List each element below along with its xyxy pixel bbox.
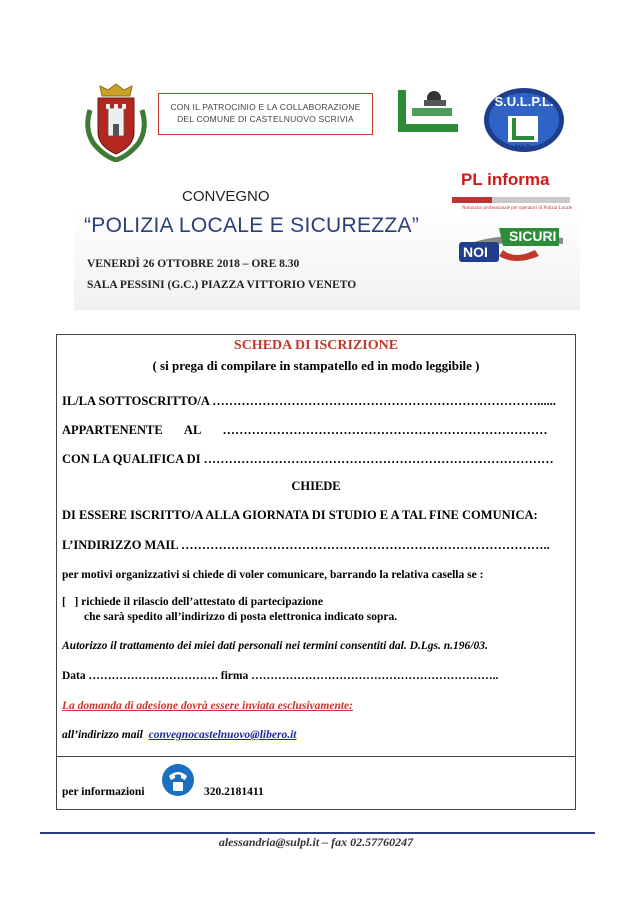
pl-informa-logo: PL informa: [461, 170, 550, 189]
iscritto-statement: DI ESSERE ISCRITTO/A ALLA GIORNATA DI STUDIO E A TAL FINE COMUNICA:: [62, 508, 538, 522]
event-place: SALA PESSINI (G.C.) PIAZZA VITTORIO VENETO: [87, 279, 357, 291]
convegno-label: CONVEGNO: [182, 188, 270, 205]
email-line: [62, 729, 296, 741]
phone-number: 320.2181411: [204, 786, 264, 798]
event-title: “POLIZIA LOCALE E SICUREZZA”: [84, 214, 420, 237]
form-instruction: ( si prega di compilare in stampatello ed in modo leggibile ): [152, 358, 480, 373]
patrocinio-line2: DEL COMUNE DI CASTELNUOVO SCRIVIA: [177, 114, 354, 124]
patrocinio-line1: CON IL PATROCINIO E LA COLLABORAZIONE: [170, 102, 361, 112]
sulpl-small-label: S.U.L.P.L.: [515, 143, 533, 148]
sulpl-badge: [482, 86, 566, 154]
footer-contact: alessandria@sulpl.it – fax 02.57760247: [218, 835, 414, 849]
qualifica-field[interactable]: CON LA QUALIFICA DI …………………………………………………………………………: [62, 452, 554, 466]
patrocinio-box: [158, 93, 373, 135]
sulpl-label: S.U.L.P.L.: [494, 94, 554, 109]
noi-sicuri-logo: [455, 220, 567, 266]
event-date: VENERDÌ 26 OTTOBRE 2018 – ORE 8.30: [87, 258, 300, 270]
motivi-text: per motivi organizzativi si chiede di voler comunicare, barrando la relativa casella se :: [62, 569, 484, 581]
info-label: per informazioni: [62, 786, 145, 798]
form-heading: SCHEDA DI ISCRIZIONE: [233, 338, 399, 353]
attestato-checkbox[interactable]: [ ] richiede il rilascio dell’attestato di partecipazione: [62, 596, 323, 608]
email-prefix: all’indirizzo mail: [62, 729, 143, 741]
date-signature-field[interactable]: Data ……………………………. firma ………………………………………………………..: [62, 670, 499, 682]
chiede-label: CHIEDE: [291, 479, 341, 493]
sottoscritto-field[interactable]: IL/LA SOTTOSCRITTO/A ……………………………………………………………………......: [62, 394, 557, 408]
footer-rule: [40, 832, 595, 834]
phone-icon: [160, 760, 196, 800]
pl-informa-stripe: [452, 192, 582, 202]
adesione-note: La domanda di adesione dovrà essere inviata esclusivamente:: [62, 700, 353, 712]
attestato-note: che sarà spedito all’indirizzo di posta elettronica indicato sopra.: [84, 611, 398, 623]
contact-email-link[interactable]: convegnocastelnuovo@libero.it: [148, 729, 297, 741]
pl-informa-subtitle: Notiziario professionale per operatori di Polizia Locale: [461, 206, 573, 211]
noi-text: NOI: [463, 244, 488, 260]
sicuri-text: SICURI: [509, 228, 557, 244]
privacy-consent: Autorizzo il trattamento dei miei dati personali nei termini consentiti dal. D.Lgs. n.196/03.: [62, 640, 488, 652]
form-divider: [56, 756, 576, 757]
mail-field[interactable]: L’INDIRIZZO MAIL ……………………………………………………………………………..: [62, 538, 550, 552]
coat-of-arms-logo: [78, 80, 154, 162]
sulpl-emblem-logo: [392, 86, 464, 142]
appartenente-field[interactable]: APPARTENENTE AL ……………………………………………………………………: [62, 423, 548, 437]
